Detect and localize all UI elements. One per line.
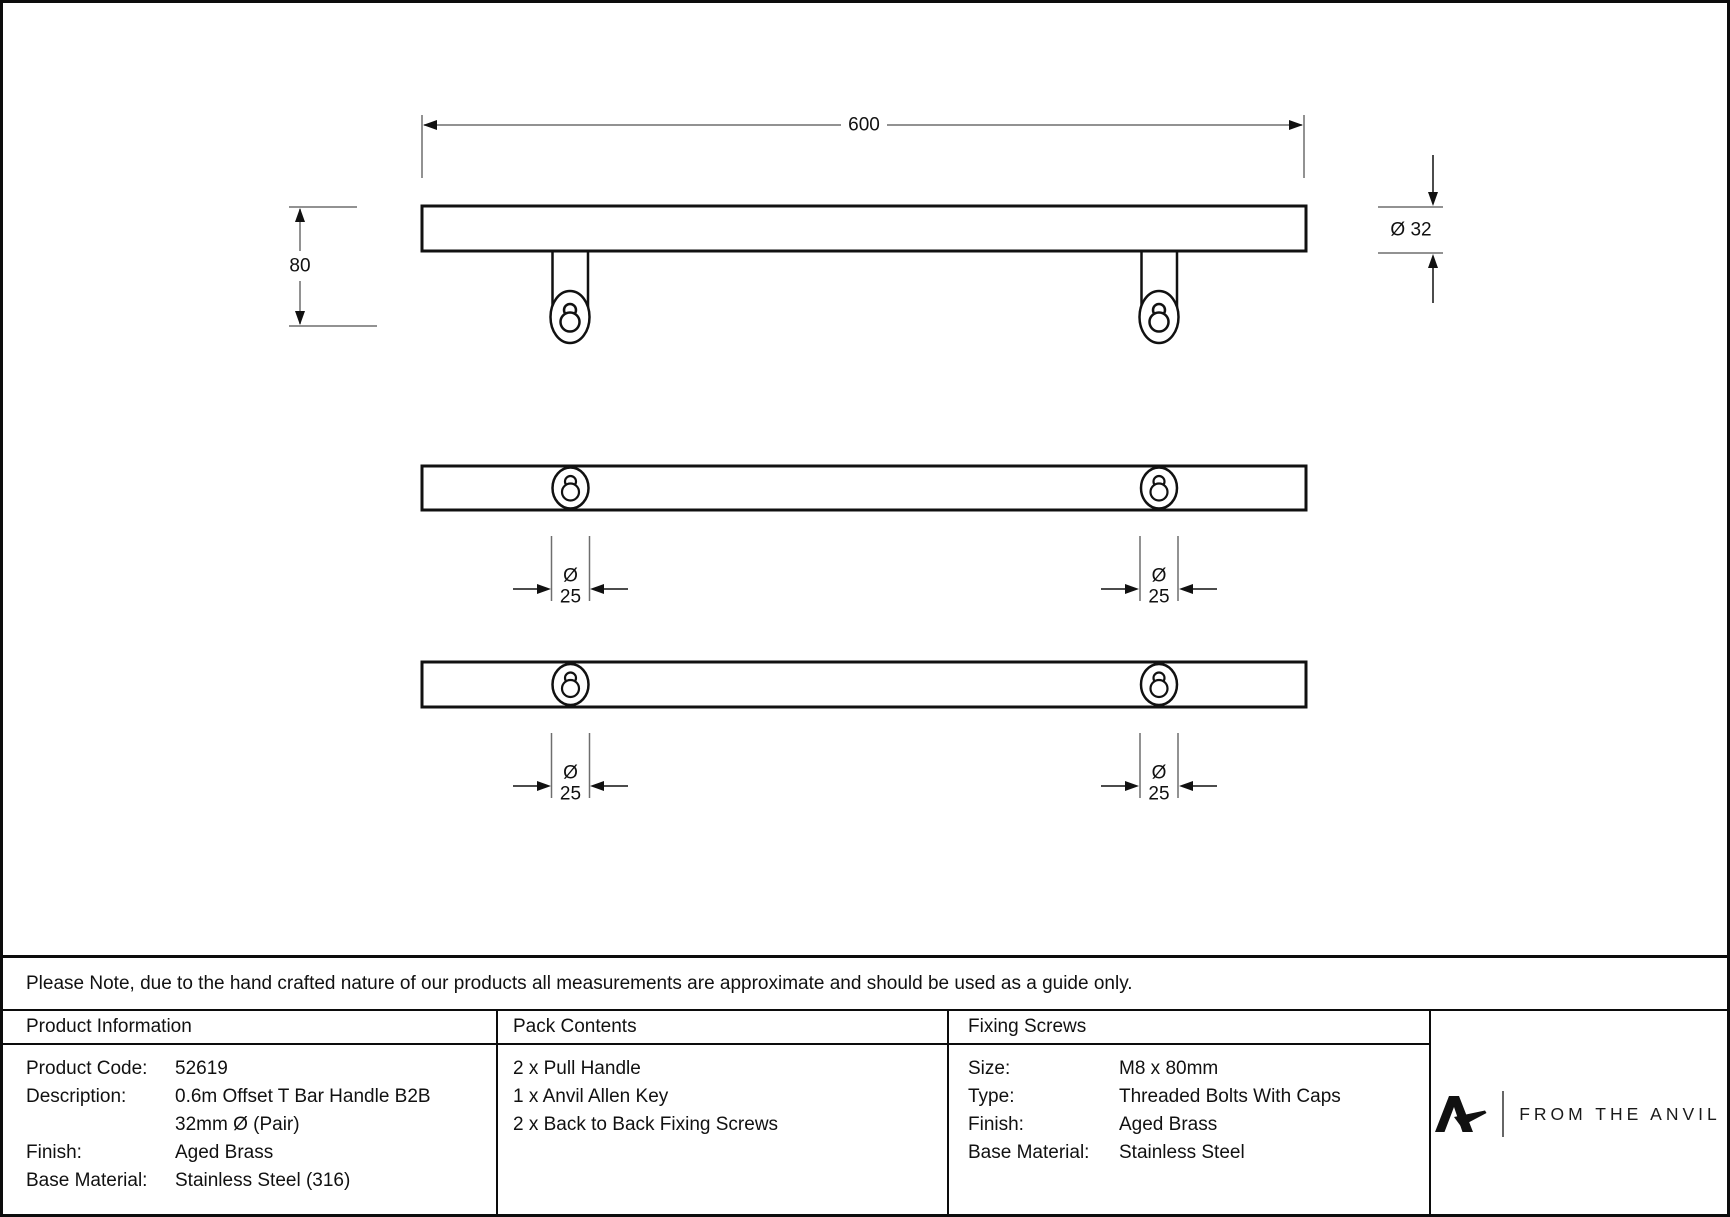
technical-drawing	[3, 3, 1730, 955]
row-value: Stainless Steel (316)	[175, 1170, 351, 1191]
row-value: 52619	[175, 1058, 228, 1079]
dia-value: 25	[1148, 783, 1170, 805]
pack-contents-body	[498, 1045, 947, 1139]
row-label: Type:	[968, 1086, 1015, 1107]
brand-name: FROM THE ANVIL	[1519, 1103, 1721, 1124]
table-row	[26, 1167, 496, 1195]
table-row	[26, 1055, 496, 1083]
row-value: Aged Brass	[175, 1142, 274, 1163]
product-information-header: Product Information	[3, 1011, 496, 1045]
dimension-dia-32	[1378, 155, 1443, 303]
dim-label-600: 600	[848, 114, 880, 136]
row-value: Aged Brass	[1119, 1114, 1218, 1135]
dim-label-80: 80	[289, 255, 311, 277]
table-row	[968, 1111, 1429, 1139]
dimension-600	[422, 115, 1304, 179]
row-label: Finish:	[968, 1114, 1024, 1135]
row-value: 32mm Ø (Pair)	[175, 1114, 300, 1135]
row-label: Base Material:	[968, 1142, 1090, 1163]
dimension-dia-25-middle-right	[1101, 536, 1217, 608]
table-row	[26, 1139, 496, 1167]
row-label: Product Code:	[26, 1058, 148, 1079]
measurement-note	[3, 955, 1727, 1011]
fixing-screws-body	[949, 1045, 1429, 1167]
dia-symbol: Ø	[1151, 565, 1167, 587]
dia-value: 25	[559, 783, 582, 805]
brand-logo	[1429, 1011, 1727, 1217]
dimension-dia-25-middle-left	[513, 536, 628, 608]
list-item: 2 x Back to Back Fixing Screws	[513, 1114, 779, 1135]
logo-separator	[1502, 1091, 1504, 1137]
dimension-80	[289, 207, 377, 326]
product-information-body	[3, 1045, 496, 1195]
fixing-screws-column	[949, 1011, 1429, 1217]
pack-contents-header: Pack Contents	[498, 1011, 947, 1045]
list-item: 2 x Pull Handle	[513, 1058, 641, 1079]
row-label: Description:	[26, 1086, 127, 1107]
pack-contents-column	[498, 1011, 947, 1217]
dimension-dia-25-bottom-right	[1101, 733, 1217, 805]
table-row	[968, 1083, 1429, 1111]
row-label: Finish:	[26, 1142, 82, 1163]
table-row	[26, 1083, 496, 1111]
dia-symbol: Ø	[1151, 762, 1167, 784]
row-label: Base Material:	[26, 1170, 148, 1191]
note-text: Please Note, due to the hand crafted nature of our products all measurements are approximate and should be used as a guide only.	[26, 972, 1133, 994]
row-value: Stainless Steel	[1119, 1142, 1245, 1163]
row-label: Size:	[968, 1058, 1011, 1079]
dimension-dia-25-bottom-left	[513, 733, 628, 805]
side-view	[422, 206, 1306, 343]
table-row	[968, 1139, 1429, 1167]
dia-symbol: Ø	[563, 762, 578, 784]
row-value: 0.6m Offset T Bar Handle B2B	[175, 1086, 431, 1107]
row-value: M8 x 80mm	[1119, 1058, 1219, 1079]
dia-value: 25	[559, 586, 582, 608]
list-item: 1 x Anvil Allen Key	[513, 1086, 669, 1107]
product-information-column	[3, 1011, 496, 1217]
face-view-2	[422, 662, 1306, 707]
dia-symbol: Ø	[563, 565, 578, 587]
anvil-logo-icon	[1435, 1096, 1487, 1132]
row-label	[26, 1111, 175, 1139]
table-row	[26, 1111, 496, 1139]
dia-value: 25	[1148, 586, 1170, 608]
table-row	[968, 1055, 1429, 1083]
row-value: Threaded Bolts With Caps	[1119, 1086, 1341, 1107]
dim-label-dia-32: Ø 32	[1390, 219, 1432, 241]
face-view-1	[422, 466, 1306, 510]
fixing-screws-header: Fixing Screws	[949, 1011, 1429, 1045]
handle-bar-side	[422, 206, 1306, 251]
spec-table	[3, 1011, 1727, 1217]
